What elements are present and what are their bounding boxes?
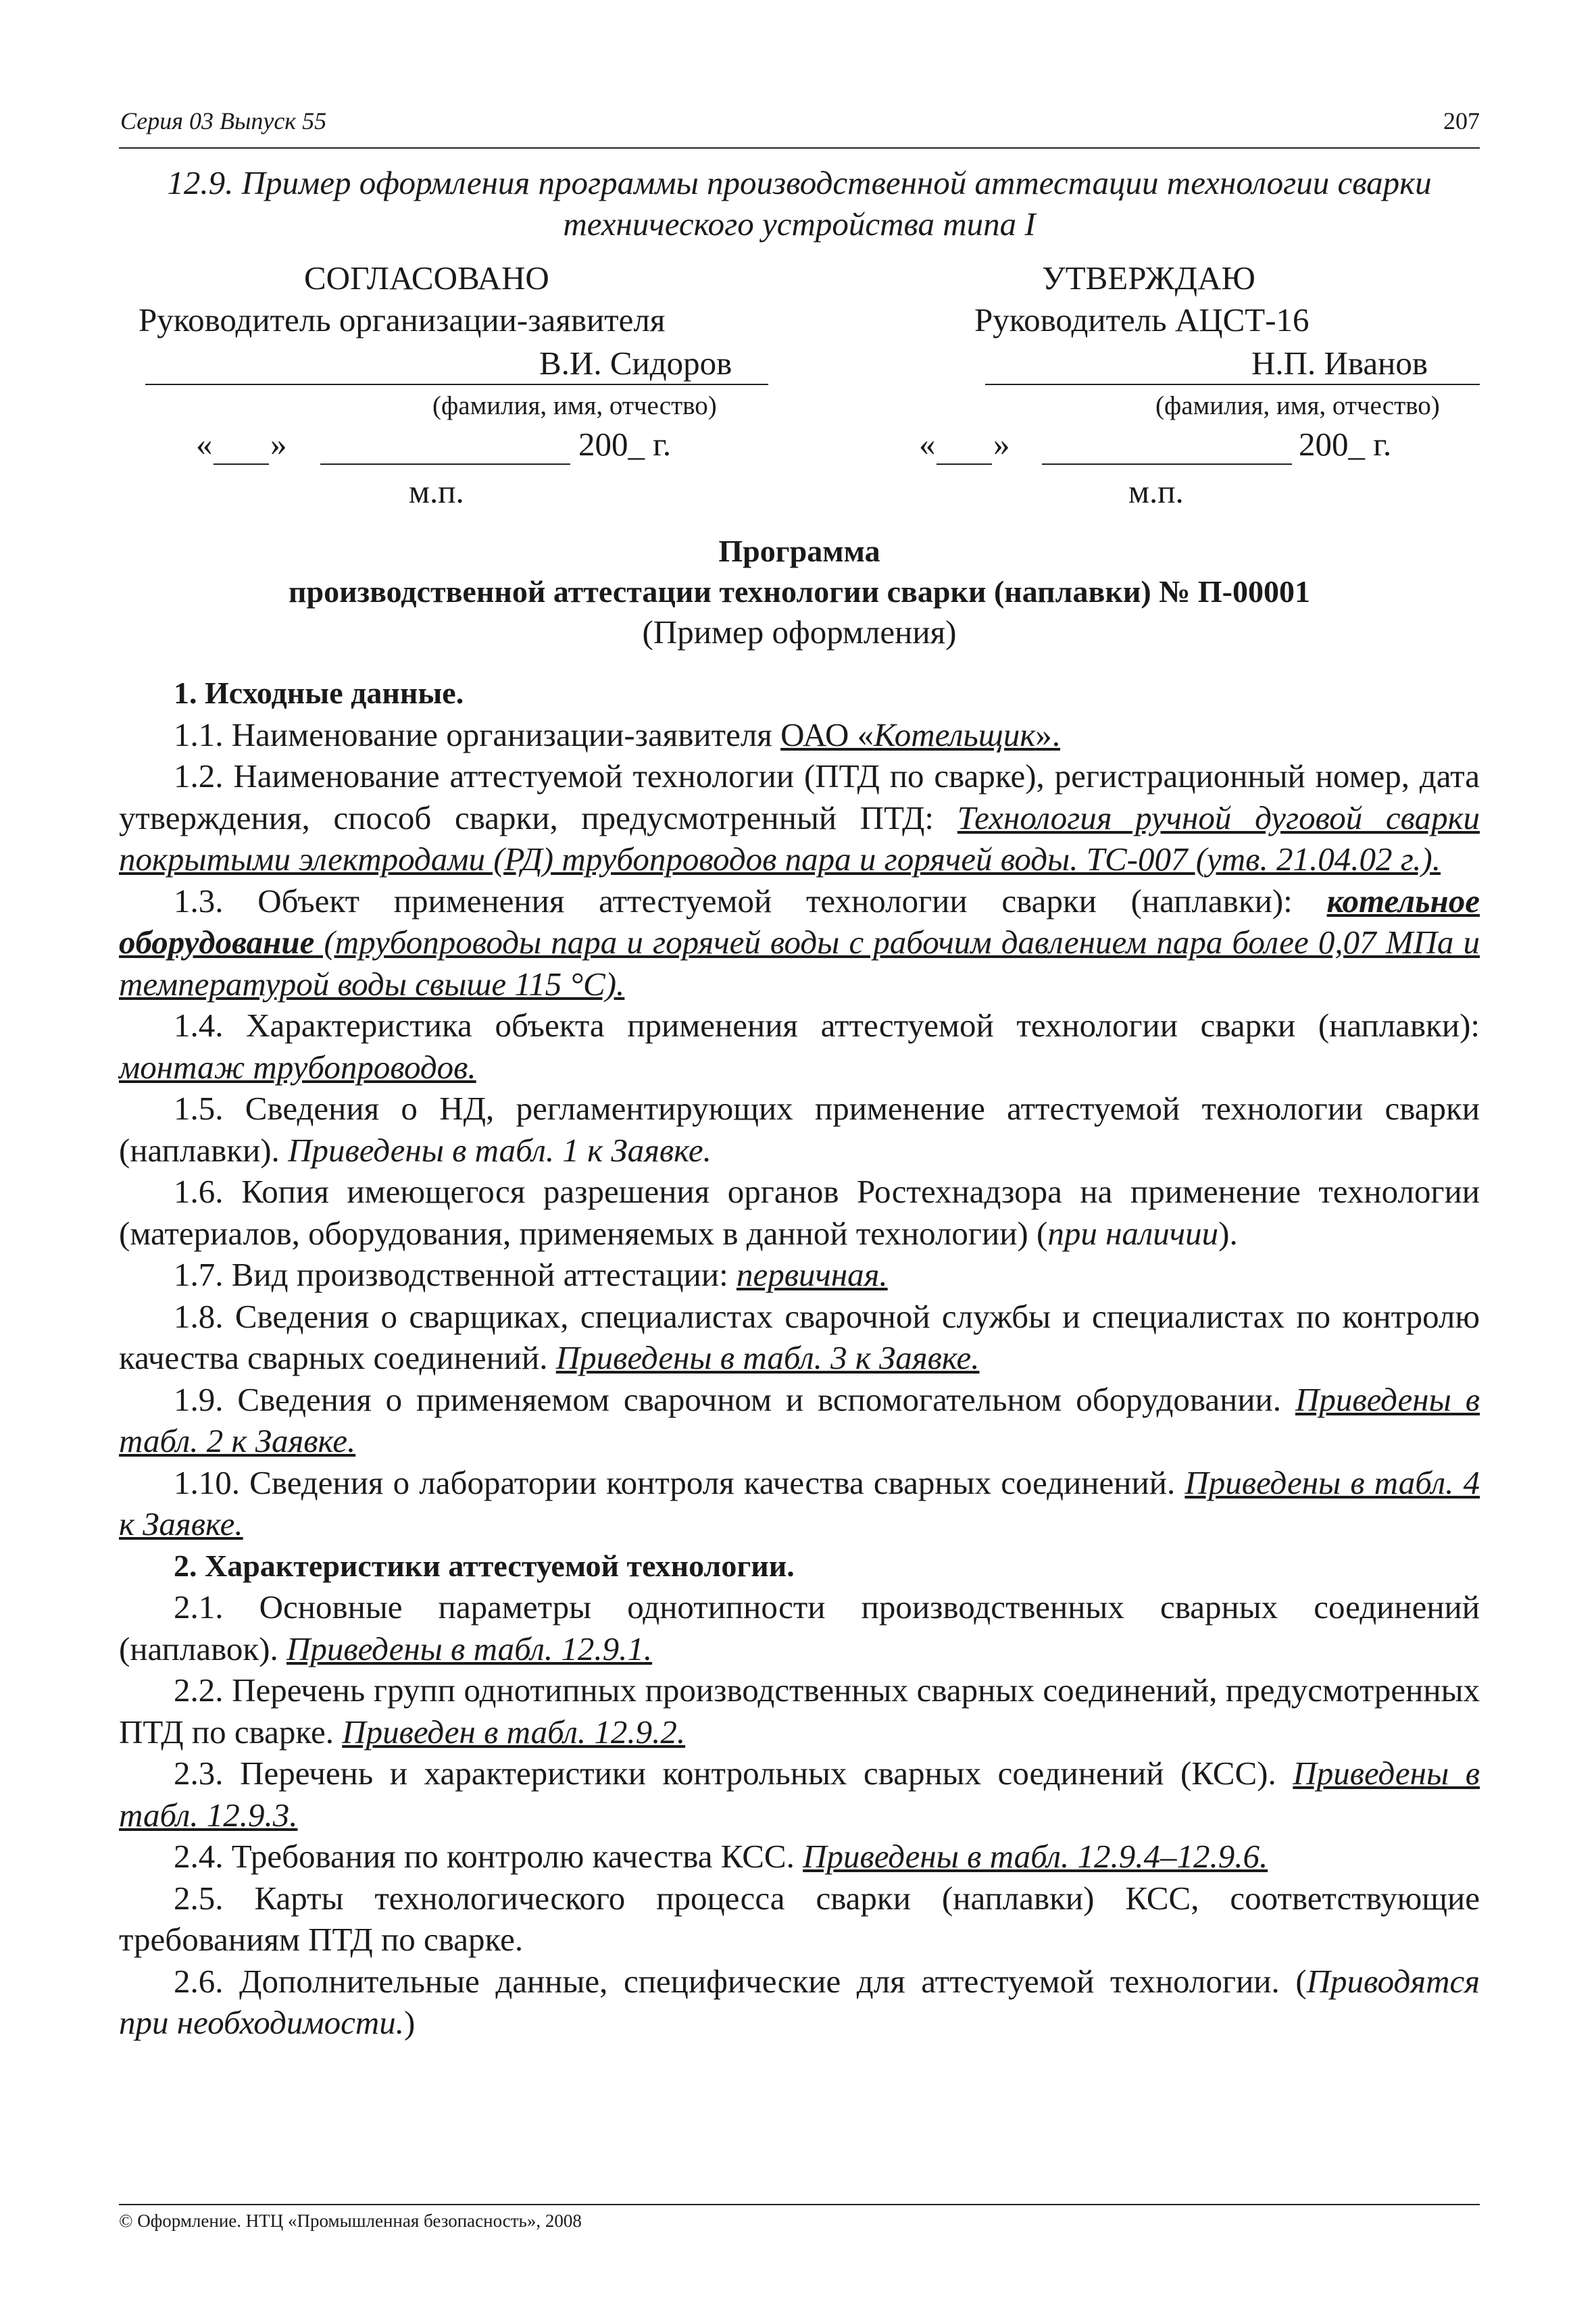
item-value: Приведены в табл. 2 к Заявке. xyxy=(119,1380,1480,1459)
item-value-part: Котельщик xyxy=(874,715,1036,753)
date-open-quote: « xyxy=(919,426,936,463)
item-text: 2.6. Дополнительные данные, специфические для аттестуемой технологии. ( xyxy=(174,1962,1307,2000)
item-text: 1.5. Сведения о НД, регламентирующих применение аттестуемой технологии сварки (наплавки). xyxy=(119,1090,1480,1169)
item-text: 1.4. Характеристика объекта применения аттестуемой технологии сварки (наплавки): xyxy=(174,1007,1480,1044)
program-subtitle: производственной аттестации технологии сварки (наплавки) № П-00001 xyxy=(289,574,1310,609)
item-value xyxy=(780,716,1060,753)
stamp-label: м.п. xyxy=(1128,473,1184,510)
section-heading-1: 1. Исходные данные. xyxy=(174,676,464,710)
item-2-1 xyxy=(119,1586,1480,1669)
section-heading-2: 2. Характеристики аттестуемой технологии. xyxy=(174,1548,795,1583)
item-value: Приведены в табл. 4 к Заявке. xyxy=(119,1463,1480,1542)
item-text: 2.3. Перечень и характеристики контрольных сварных соединений (КСС). xyxy=(174,1755,1293,1792)
date-day-line xyxy=(214,463,269,465)
item-2-5: 2.5. Карты технологического процесса сварки (наплавки) КСС, соответствующие требованиям ПТД по сварке. xyxy=(119,1879,1480,1958)
signature-line xyxy=(985,384,1480,385)
item-value: Приводятся при необходимости. xyxy=(119,1962,1480,2041)
item-2-2 xyxy=(119,1669,1480,1753)
program-body xyxy=(119,672,1480,2044)
item-text: 2.1. Основные параметры однотипности производственных сварных соединений (наплавок). xyxy=(119,1588,1480,1667)
item-text: 1.7. Вид производственной аттестации: xyxy=(174,1256,737,1293)
item-1-7 xyxy=(119,1254,1480,1296)
item-value: Приведены в табл. 1 к Заявке. xyxy=(288,1131,712,1169)
name-caption: (фамилия, имя, отчество) xyxy=(1155,391,1440,420)
item-value: при наличии xyxy=(1047,1214,1219,1252)
page-number: 207 xyxy=(1443,107,1480,134)
item-text: 1.6. Копия имеющегося разрешения органов Ростехнадзора на применение технологии (материалов, оборудования, применяемых в данной технологии) ( xyxy=(119,1173,1480,1252)
section-title-line-2: технического устройства типа I xyxy=(563,205,1036,243)
item-1-8 xyxy=(119,1296,1480,1379)
program-note: (Пример оформления) xyxy=(642,613,957,651)
section-title xyxy=(119,162,1480,245)
series-label: Серия 03 Выпуск 55 xyxy=(120,107,327,134)
stamp-label: м.п. xyxy=(409,473,464,510)
footer-copyright: © Оформление. НТЦ «Промышленная безопасность», 2008 xyxy=(119,2211,582,2231)
item-value: Приведены в табл. 3 к Заявке. xyxy=(555,1339,980,1376)
item-2-6 xyxy=(119,1961,1480,2044)
approval-position: Руководитель организации-заявителя xyxy=(139,301,666,338)
program-heading xyxy=(119,531,1480,653)
date-year: 200_ г. xyxy=(578,426,672,463)
item-text-end: ). xyxy=(1218,1214,1238,1252)
item-text: 2.4. Требования по контролю качества КСС. xyxy=(174,1838,803,1875)
item-1-10 xyxy=(119,1462,1480,1545)
item-value: Технология ручной дуговой сварки покрытыми электродами (РД) трубопроводов пара и горячей воды. ТС-007 (утв. 21.04.02 г.). xyxy=(119,799,1480,878)
item-value: Приведены в табл. 12.9.4–12.9.6. xyxy=(803,1838,1268,1875)
item-text: 1.8. Сведения о сварщиках, специалистах сварочной службы и специалистах по контролю качества сварных соединений. xyxy=(119,1297,1480,1376)
signature-line xyxy=(145,384,768,385)
date-close-quote: » xyxy=(993,426,1010,463)
item-1-4 xyxy=(119,1005,1480,1088)
program-title: Программа xyxy=(718,534,880,568)
item-1-2 xyxy=(119,755,1480,880)
header-divider xyxy=(119,147,1480,149)
item-text-end: ) xyxy=(404,2004,416,2041)
item-value-part: ОАО « xyxy=(780,715,874,753)
approval-position: Руководитель АЦСТ-16 xyxy=(974,301,1310,338)
date-month-line xyxy=(320,463,570,465)
item-text: 1.2. Наименование аттестуемой технологии (ПТД по сварке), регистрационный номер, дата утверждения, способ сварки, предусмотренный ПТД: xyxy=(119,757,1480,836)
section-title-line-1: 12.9. Пример оформления программы производственной аттестации технологии сварки xyxy=(167,164,1432,201)
item-text: 1.1. Наименование организации-заявителя xyxy=(174,715,781,753)
date-open-quote: « xyxy=(196,426,213,463)
approval-name: В.И. Сидоров xyxy=(539,345,732,382)
item-2-4 xyxy=(119,1836,1480,1878)
item-value: Приведены в табл. 12.9.3. xyxy=(119,1755,1480,1834)
date-close-quote: » xyxy=(270,426,287,463)
item-1-3 xyxy=(119,880,1480,1005)
date-day-line xyxy=(937,463,992,465)
item-1-6 xyxy=(119,1171,1480,1254)
item-1-5 xyxy=(119,1088,1480,1171)
item-text: 1.3. Объект применения аттестуемой технологии сварки (наплавки): xyxy=(174,882,1327,920)
item-value: первичная. xyxy=(736,1256,888,1293)
date-month-line xyxy=(1042,463,1292,465)
item-value: монтаж трубопроводов. xyxy=(119,1048,476,1086)
item-text: 1.10. Сведения о лаборатории контроля качества сварных соединений. xyxy=(174,1463,1185,1501)
item-text: 1.9. Сведения о применяемом сварочном и вспомогательном оборудовании. xyxy=(174,1380,1295,1418)
item-1-9 xyxy=(119,1379,1480,1462)
item-value-part: ». xyxy=(1035,715,1061,753)
item-2-3 xyxy=(119,1753,1480,1836)
item-value: Приведен в табл. 12.9.2. xyxy=(342,1713,686,1751)
item-value: Приведены в табл. 12.9.1. xyxy=(286,1630,653,1667)
footer-divider xyxy=(119,2204,1480,2205)
item-value-bold: котельное оборудование xyxy=(119,882,1480,961)
approval-name: Н.П. Иванов xyxy=(1251,345,1428,382)
item-text: 2.2. Перечень групп однотипных производственных сварных соединений, предусмотренных ПТД по сварке. xyxy=(119,1671,1480,1751)
name-caption: (фамилия, имя, отчество) xyxy=(432,391,717,420)
item-value: (трубопроводы пара и горячей воды с рабочим давлением пара более 0,07 МПа и температурой воды свыше 115 °С). xyxy=(119,924,1480,1003)
date-year: 200_ г. xyxy=(1299,426,1392,463)
approval-title: УТВЕРЖДАЮ xyxy=(1042,259,1255,297)
approval-title: СОГЛАСОВАНО xyxy=(304,259,549,297)
item-1-1 xyxy=(119,714,1480,756)
